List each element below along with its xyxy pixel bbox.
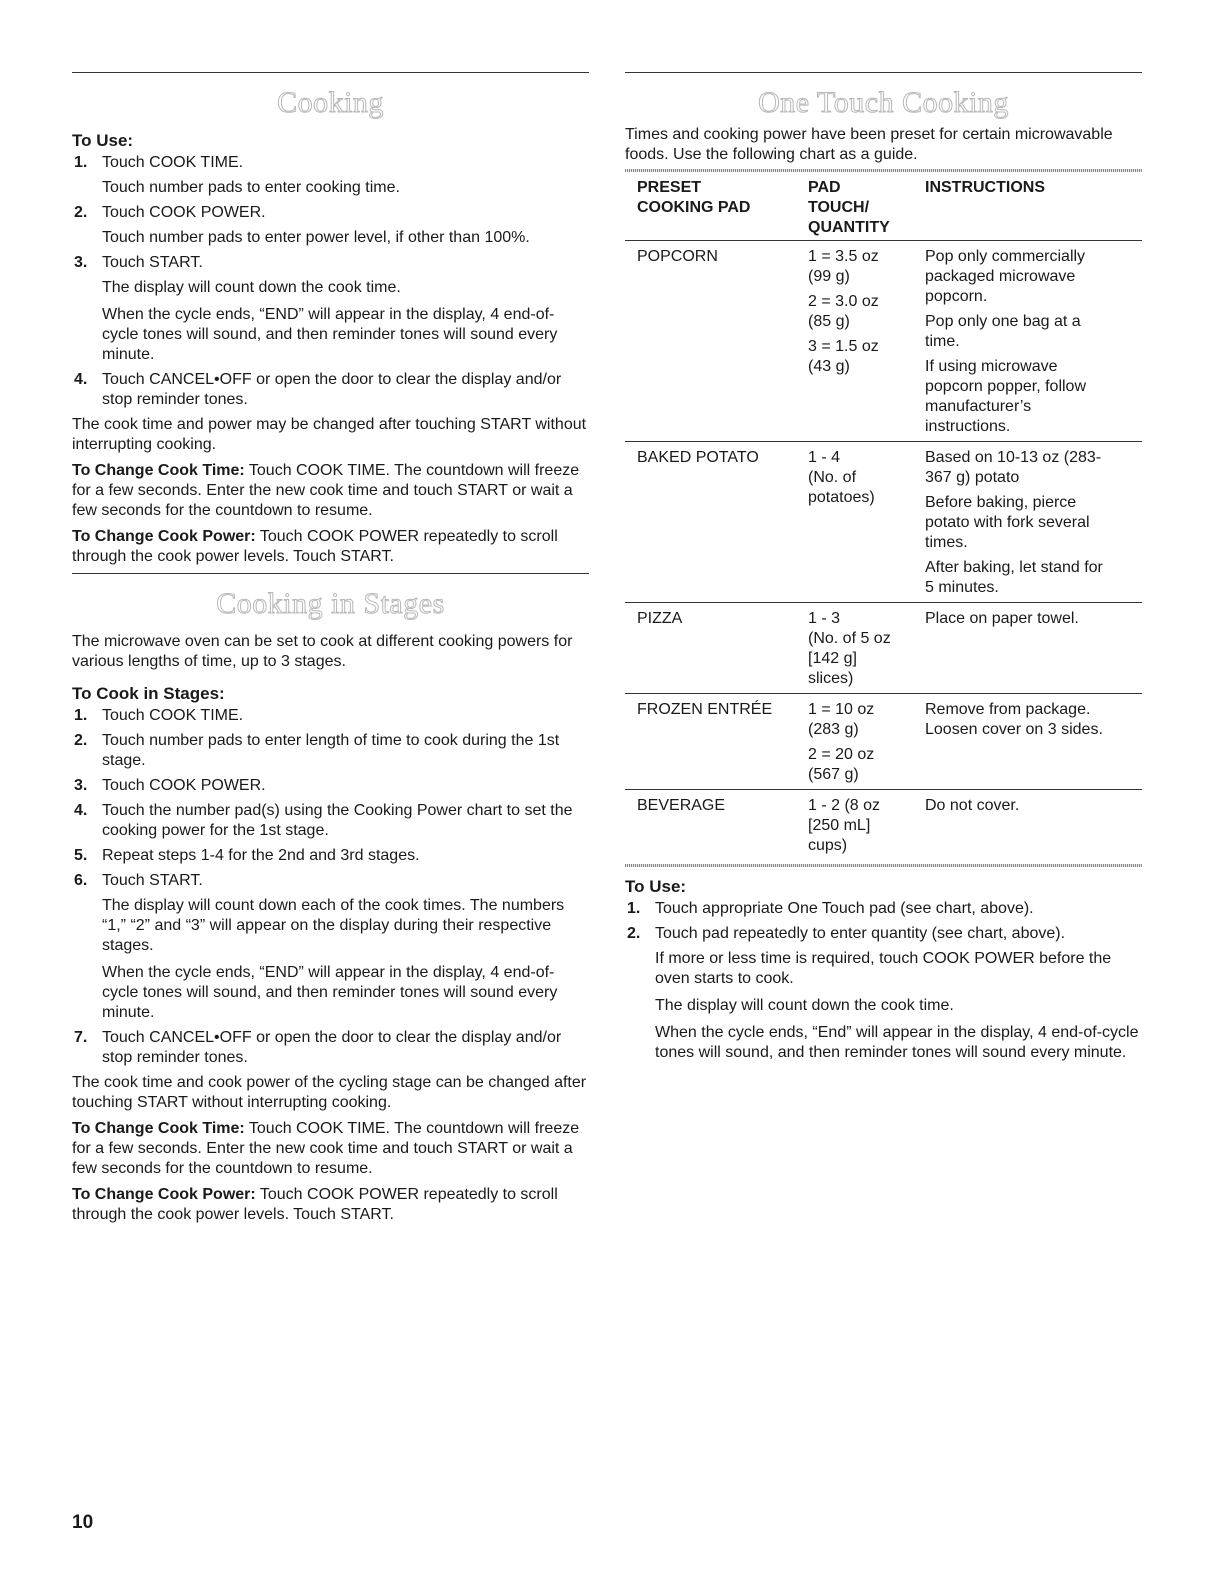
header-line: TOUCH/ — [808, 199, 870, 216]
change-power-label: To Change Cook Power: — [72, 1186, 256, 1203]
cell-block — [925, 247, 1142, 307]
cell-line: (283 g) — [808, 721, 859, 738]
pad-name: BAKED POTATO — [637, 449, 759, 466]
step-number: 3. — [74, 254, 88, 271]
cell-block — [925, 493, 1142, 553]
quantity-cell — [796, 241, 913, 442]
step-text: Touch pad repeatedly to enter quantity (see chart, above). — [655, 925, 1066, 942]
cell-line: slices) — [808, 670, 854, 687]
cell-line: cups) — [808, 837, 848, 854]
list-item — [625, 924, 1142, 1063]
table-row — [625, 241, 1142, 442]
cell-block — [925, 448, 1142, 488]
one-touch-chart — [625, 176, 1142, 860]
cell-block — [808, 796, 913, 856]
cell-line: potato with fork several — [925, 514, 1090, 531]
left-column — [72, 72, 589, 1231]
step-number: 2. — [74, 204, 88, 221]
change-time-text: Touch COOK TIME. The countdown will freeze for a few seconds. Enter the new cook time and touch START or wait a few seconds for the countdown to resume. — [72, 462, 580, 519]
cell-line: 5 minutes. — [925, 579, 999, 596]
cell-line: (567 g) — [808, 766, 859, 783]
list-item — [72, 846, 589, 866]
step-detail: Touch number pads to enter power level, if other than 100%. — [102, 229, 530, 246]
cell-line: packaged microwave — [925, 268, 1076, 285]
step-number: 2. — [627, 925, 641, 942]
list-item — [625, 899, 1142, 919]
chart-body — [625, 241, 1142, 861]
chart-header-row — [625, 176, 1142, 241]
instructions-cell — [913, 241, 1142, 442]
cell-line: instructions. — [925, 418, 1011, 435]
step-text: Touch COOK POWER. — [102, 204, 266, 221]
right-column — [625, 72, 1142, 1068]
stages-change-time — [72, 1119, 589, 1179]
cell-block — [808, 700, 913, 740]
cell-line: [250 mL] — [808, 817, 871, 834]
step-text: Touch appropriate One Touch pad (see chart, above). — [655, 900, 1034, 917]
section-rule — [625, 72, 1142, 73]
one-touch-title: One Touch Cooking — [758, 86, 1009, 119]
change-time-label: To Change Cook Time: — [72, 462, 245, 479]
cell-block — [808, 247, 913, 287]
step-text: Touch COOK POWER. — [102, 777, 266, 794]
step-number: 1. — [74, 154, 88, 171]
cell-line: If using microwave — [925, 358, 1058, 375]
one-touch-to-use-heading: To Use: — [625, 877, 687, 896]
page-number: 10 — [72, 1512, 94, 1533]
cell-line: Place on paper towel. — [925, 610, 1079, 627]
step-text: Touch START. — [102, 872, 203, 889]
step-number: 6. — [74, 872, 88, 889]
instructions-cell — [913, 603, 1142, 694]
step-number: 5. — [74, 847, 88, 864]
pad-cell — [625, 603, 796, 694]
step-detail: When the cycle ends, “End” will appear in the display, 4 end-of-cycle tones will sound, and then reminder tones will sound every minute. — [655, 1024, 1139, 1061]
cell-line: 2 = 20 oz — [808, 746, 875, 763]
table-row — [625, 694, 1142, 790]
pad-cell — [625, 694, 796, 790]
stages-intro: The microwave oven can be set to cook at different cooking powers for various lengths of time, up to 3 stages. — [72, 633, 573, 670]
list-item — [72, 731, 589, 771]
cell-line: popcorn popper, follow — [925, 378, 1086, 395]
header-line: PRESET — [637, 179, 702, 196]
step-number: 4. — [74, 802, 88, 819]
change-time-label: To Change Cook Time: — [72, 1120, 245, 1137]
quantity-cell — [796, 442, 913, 603]
step-detail: When the cycle ends, “END” will appear in the display, 4 end-of-cycle tones will sound, and then reminder tones will sound every minute. — [102, 964, 558, 1021]
step-number: 3. — [74, 777, 88, 794]
cell-line: Pop only one bag at a — [925, 313, 1081, 330]
stages-heading: To Cook in Stages: — [72, 684, 225, 703]
pad-name: BEVERAGE — [637, 797, 726, 814]
cell-line: 1 - 2 (8 oz — [808, 797, 881, 814]
stages-note: The cook time and cook power of the cycling stage can be changed after touching START without interrupting cooking. — [72, 1074, 587, 1111]
cooking-change-time — [72, 461, 589, 521]
quantity-cell — [796, 603, 913, 694]
dotted-rule — [625, 864, 1142, 867]
cooking-note: The cook time and power may be changed after touching START without interrupting cooking. — [72, 416, 587, 453]
cell-line: 3 = 1.5 oz — [808, 338, 879, 355]
cell-block — [925, 796, 1142, 816]
stages-change-power — [72, 1185, 589, 1225]
one-touch-steps — [625, 899, 1142, 1063]
step-detail: The display will count down the cook time. — [102, 279, 401, 296]
step-detail: When the cycle ends, “END” will appear in the display, 4 end-of-cycle tones will sound, and then reminder tones will sound every minute. — [102, 306, 558, 363]
cooking-change-power — [72, 527, 589, 567]
cell-block — [925, 312, 1142, 352]
column-header — [625, 176, 796, 241]
cell-block — [925, 558, 1142, 598]
quantity-cell — [796, 790, 913, 861]
table-row — [625, 603, 1142, 694]
change-time-text: Touch COOK TIME. The countdown will freeze for a few seconds. Enter the new cook time and touch START or wait a few seconds for the countdown to resume. — [72, 1120, 580, 1177]
step-text: Touch CANCEL•OFF or open the door to clear the display and/or stop reminder tones. — [102, 1029, 562, 1066]
change-power-label: To Change Cook Power: — [72, 528, 256, 545]
step-text: Touch COOK TIME. — [102, 707, 244, 724]
table-row — [625, 442, 1142, 603]
step-number: 4. — [74, 371, 88, 388]
stages-steps — [72, 706, 589, 1068]
cell-line: (85 g) — [808, 313, 850, 330]
step-text: Touch number pads to enter length of time to cook during the 1st stage. — [102, 732, 560, 769]
change-power-text: Touch COOK POWER repeatedly to scroll through the cook power levels. Touch START. — [72, 1186, 558, 1223]
list-item — [72, 871, 589, 1023]
cell-line: 1 = 3.5 oz — [808, 248, 879, 265]
step-text: Touch CANCEL•OFF or open the door to clear the display and/or stop reminder tones. — [102, 371, 562, 408]
cell-block — [808, 609, 913, 689]
cell-line: After baking, let stand for — [925, 559, 1103, 576]
cell-block — [808, 292, 913, 332]
step-number: 1. — [627, 900, 641, 917]
header-line: PAD — [808, 179, 841, 196]
step-number: 1. — [74, 707, 88, 724]
cell-line: Loosen cover on 3 sides. — [925, 721, 1103, 738]
header-line: INSTRUCTIONS — [925, 179, 1045, 196]
list-item — [72, 153, 589, 198]
list-item — [72, 801, 589, 841]
list-item — [72, 776, 589, 796]
cell-line: Before baking, pierce — [925, 494, 1077, 511]
header-line: COOKING PAD — [637, 199, 751, 216]
stages-title: Cooking in Stages — [216, 587, 445, 620]
cell-line: Pop only commercially — [925, 248, 1086, 265]
step-text: Touch START. — [102, 254, 203, 271]
cell-line: potatoes) — [808, 489, 875, 506]
pad-cell — [625, 442, 796, 603]
cell-line: 1 - 3 — [808, 610, 841, 627]
cell-line: 2 = 3.0 oz — [808, 293, 879, 310]
section-rule — [72, 573, 589, 574]
cell-line: 367 g) potato — [925, 469, 1020, 486]
list-item — [72, 203, 589, 248]
cell-line: Based on 10-13 oz (283- — [925, 449, 1102, 466]
pad-cell — [625, 241, 796, 442]
instructions-cell — [913, 442, 1142, 603]
instructions-cell — [913, 790, 1142, 861]
step-detail: The display will count down each of the cook times. The numbers “1,” “2” and “3” will appear on the display during their respective stages. — [102, 897, 565, 954]
cell-line: times. — [925, 534, 968, 551]
cell-line: Do not cover. — [925, 797, 1020, 814]
header-line: QUANTITY — [808, 219, 890, 236]
list-item — [72, 1028, 589, 1068]
cell-block — [808, 745, 913, 785]
cell-line: (No. of — [808, 469, 857, 486]
cell-line: (No. of 5 oz — [808, 630, 891, 647]
change-power-text: Touch COOK POWER repeatedly to scroll through the cook power levels. Touch START. — [72, 528, 558, 565]
cell-line: (43 g) — [808, 358, 850, 375]
cell-line: 1 - 4 — [808, 449, 841, 466]
pad-name: PIZZA — [637, 610, 683, 627]
cell-block — [925, 609, 1142, 629]
pad-name: FROZEN ENTRÉE — [637, 701, 773, 718]
section-rule — [72, 72, 589, 73]
column-header — [796, 176, 913, 241]
cell-block — [925, 700, 1142, 740]
step-text: Touch COOK TIME. — [102, 154, 244, 171]
list-item — [72, 370, 589, 410]
cell-line: popcorn. — [925, 288, 988, 305]
list-item — [72, 253, 589, 365]
pad-name: POPCORN — [637, 248, 718, 265]
cell-line: manufacturer’s — [925, 398, 1032, 415]
quantity-cell — [796, 694, 913, 790]
step-detail: Touch number pads to enter cooking time. — [102, 179, 400, 196]
step-detail: If more or less time is required, touch COOK POWER before the oven starts to cook. — [655, 950, 1112, 987]
list-item — [72, 706, 589, 726]
instructions-cell — [913, 694, 1142, 790]
step-number: 2. — [74, 732, 88, 749]
cell-line: time. — [925, 333, 960, 350]
step-text: Touch the number pad(s) using the Cooking Power chart to set the cooking power for the 1st stage. — [102, 802, 573, 839]
pad-cell — [625, 790, 796, 861]
step-detail: The display will count down the cook time. — [655, 997, 954, 1014]
step-text: Repeat steps 1-4 for the 2nd and 3rd stages. — [102, 847, 420, 864]
cell-line: 1 = 10 oz — [808, 701, 875, 718]
table-row — [625, 790, 1142, 861]
cell-line: (99 g) — [808, 268, 850, 285]
dotted-rule — [625, 169, 1142, 172]
cell-block — [925, 357, 1142, 437]
cell-line: Remove from package. — [925, 701, 1091, 718]
one-touch-intro: Times and cooking power have been preset for certain microwavable foods. Use the following chart as a guide. — [625, 126, 1113, 163]
cell-block — [808, 448, 913, 508]
cell-block — [808, 337, 913, 377]
cooking-steps — [72, 153, 589, 410]
cell-line: [142 g] — [808, 650, 857, 667]
step-number: 7. — [74, 1029, 88, 1046]
column-header — [913, 176, 1142, 241]
cooking-title: Cooking — [277, 86, 384, 119]
cooking-to-use-heading: To Use: — [72, 131, 134, 150]
